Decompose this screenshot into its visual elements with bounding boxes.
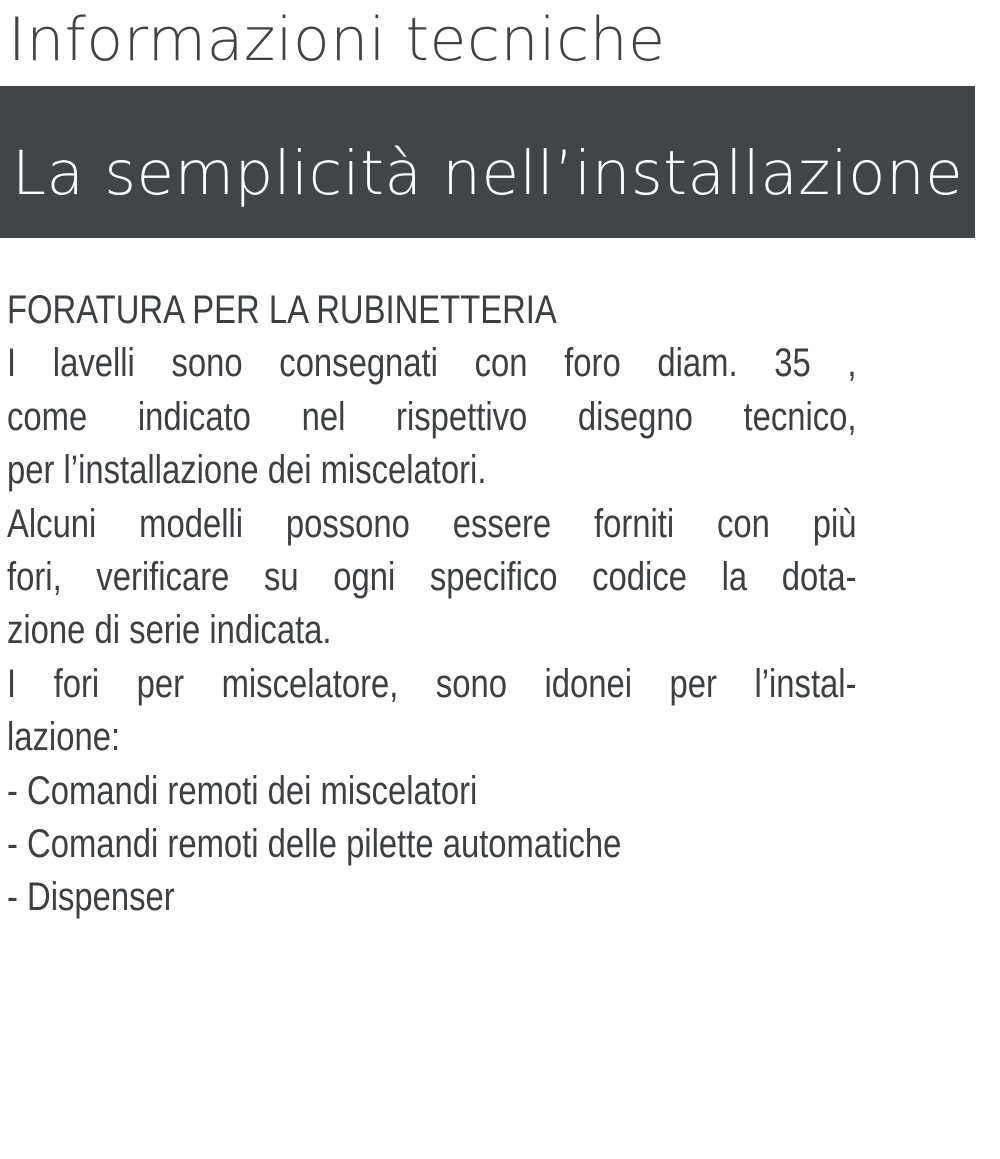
- paragraph-line: come indicato nel rispettivo disegno tecnico,: [7, 394, 857, 439]
- paragraph-line: I lavelli sono consegnati con foro diam. 35 ,: [7, 341, 857, 386]
- paragraph-line: per l’installazione dei miscelatori.: [7, 448, 487, 493]
- paragraph-line: I fori per miscelatore, sono idonei per l’instal-: [7, 661, 857, 706]
- content-body: [7, 284, 857, 925]
- paragraph-line: fori, verificare su ogni specifico codice la dota-: [7, 554, 857, 599]
- section-heading: FORATURA PER LA RUBINETTERIA: [7, 288, 557, 332]
- list-item: - Dispenser: [7, 875, 175, 920]
- paragraph-line: lazione:: [7, 715, 121, 760]
- list-item: - Comandi remoti dei miscelatori: [7, 768, 478, 813]
- paragraph-line: zione di serie indicata.: [7, 608, 332, 653]
- page-title: Informazioni tecniche: [8, 5, 666, 75]
- list-item: - Comandi remoti delle pilette automatiche: [7, 821, 622, 866]
- paragraph-line: Alcuni modelli possono essere forniti con più: [7, 501, 857, 546]
- banner-title: La semplicità nell’installazione: [12, 138, 964, 209]
